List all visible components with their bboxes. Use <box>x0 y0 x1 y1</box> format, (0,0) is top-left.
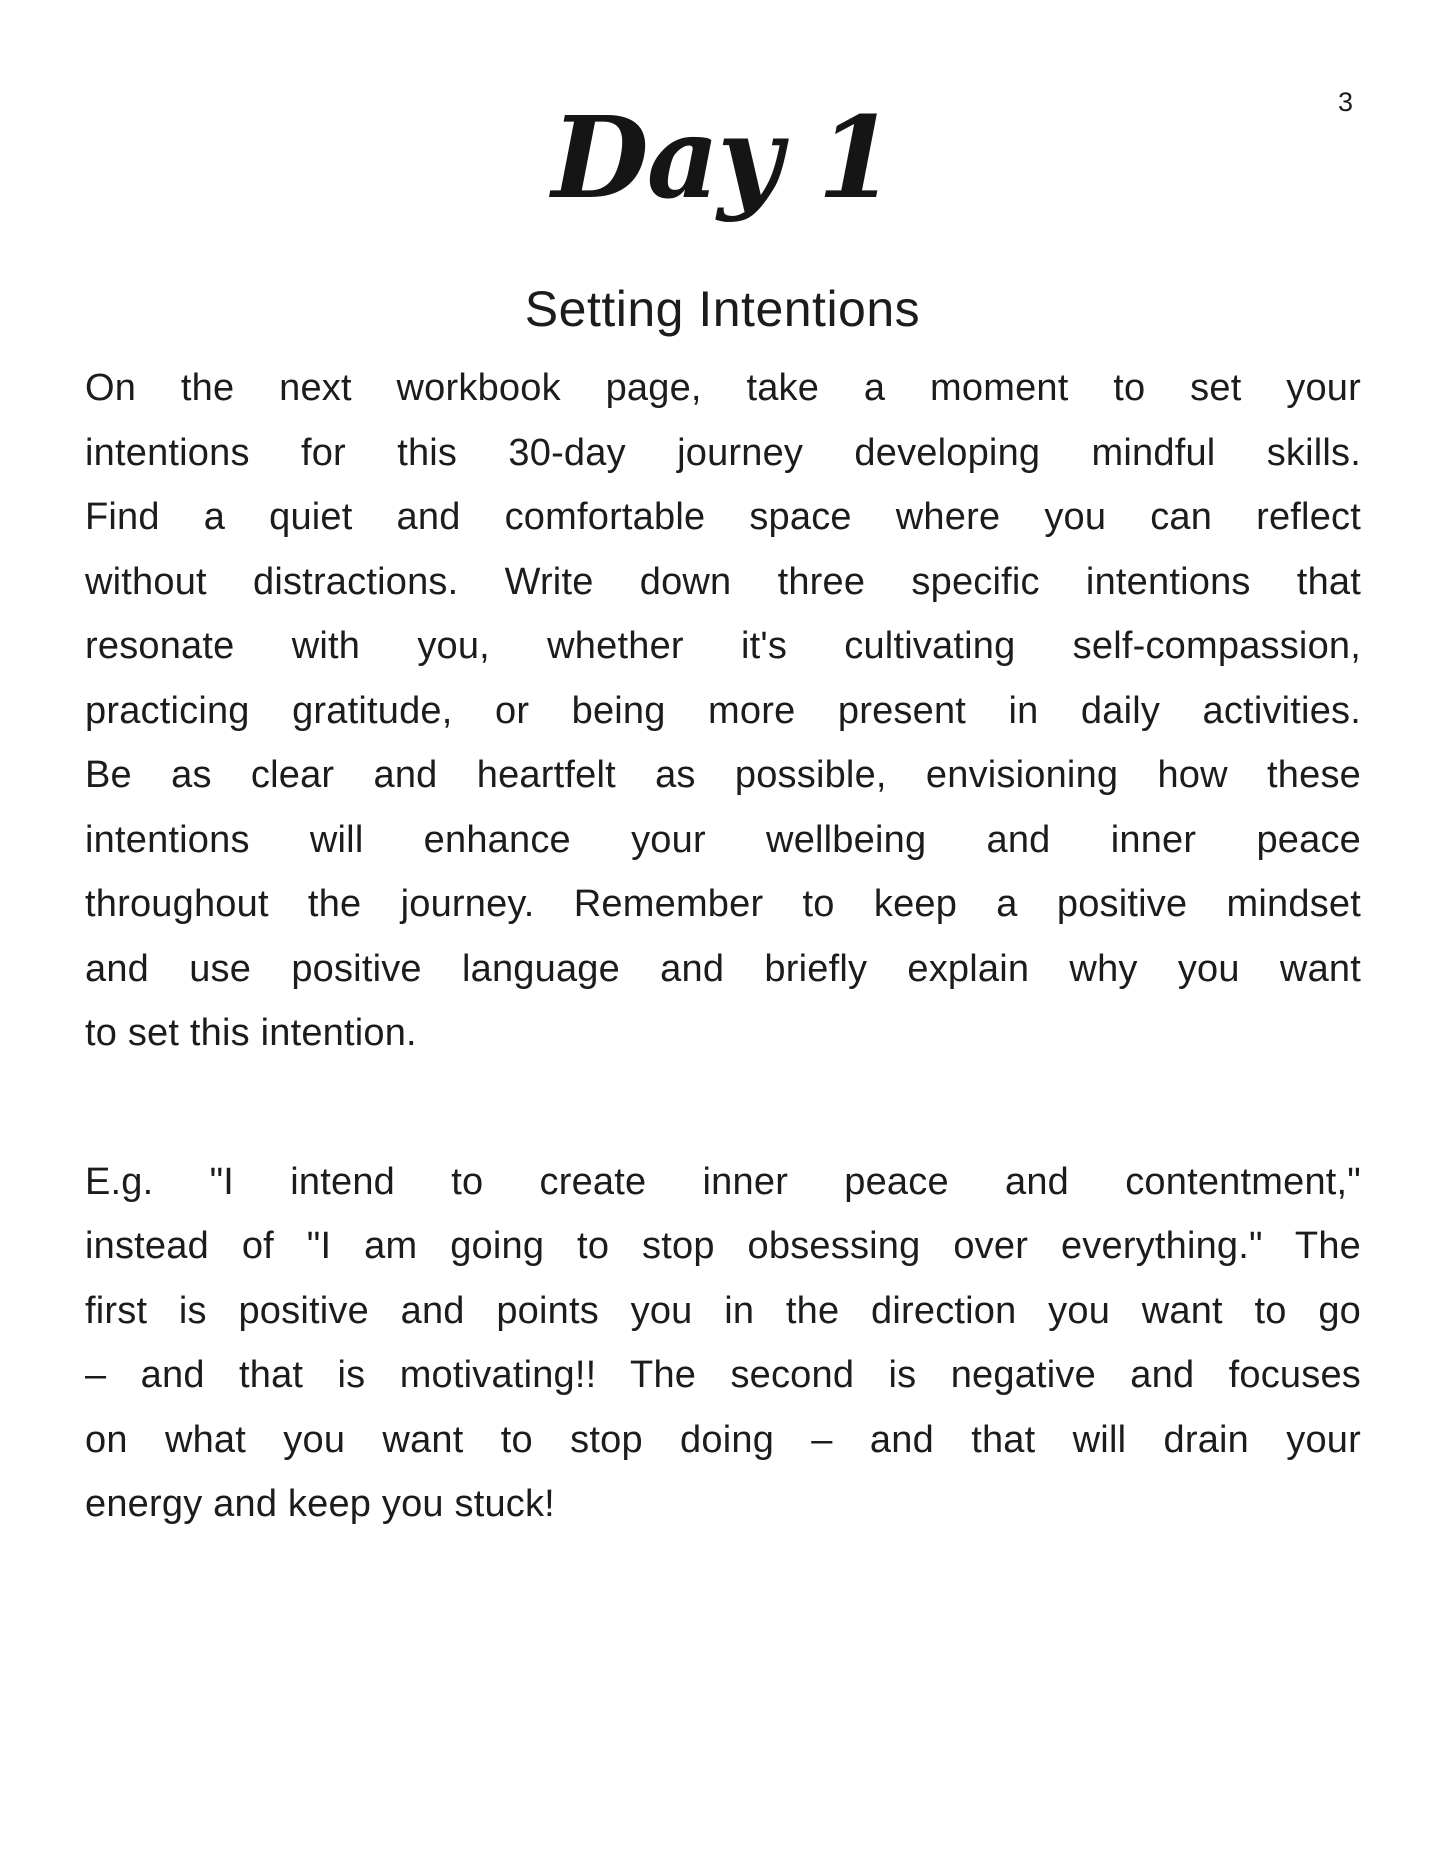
paragraph-line: energy and keep you stuck! <box>85 1483 555 1525</box>
paragraph <box>85 1150 1361 1537</box>
paragraph-line: intentions will enhance your wellbeing and inner peace <box>85 818 1361 861</box>
paragraph-line: – and that is motivating!! The second is negative and focuses <box>85 1354 1361 1396</box>
paragraph-line: E.g. "I intend to create inner peace and contentment," <box>85 1160 1361 1203</box>
paragraph-line: on what you want to stop doing – and that will drain your <box>85 1418 1361 1461</box>
paragraph-line: practicing gratitude, or being more present in daily activities. <box>85 689 1361 732</box>
paragraph <box>85 356 1361 1066</box>
day-title: Day 1 <box>551 92 894 224</box>
paragraph-line: intentions for this 30-day journey developing mindful skills. <box>85 431 1361 474</box>
paragraph-line: resonate with you, whether it's cultivating self-compassion, <box>85 625 1361 667</box>
paragraph-line: instead of "I am going to stop obsessing over everything." The <box>85 1225 1361 1267</box>
paragraph-line: to set this intention. <box>85 1012 417 1054</box>
paragraph-line: throughout the journey. Remember to keep a positive mindset <box>85 883 1361 925</box>
paragraph-line: without distractions. Write down three specific intentions that <box>85 560 1361 603</box>
body-text <box>85 356 1361 1537</box>
paragraph-line: first is positive and points you in the direction you want to go <box>85 1289 1361 1332</box>
paragraph-line: On the next workbook page, take a moment to set your <box>85 367 1361 409</box>
paragraph-line: Be as clear and heartfelt as possible, envisioning how these <box>85 754 1361 796</box>
page-number: 3 <box>1337 87 1353 117</box>
paragraph-line: Find a quiet and comfortable space where you can reflect <box>85 496 1361 538</box>
paragraph-line: and use positive language and briefly explain why you want <box>85 947 1361 990</box>
section-subtitle: Setting Intentions <box>524 281 921 337</box>
